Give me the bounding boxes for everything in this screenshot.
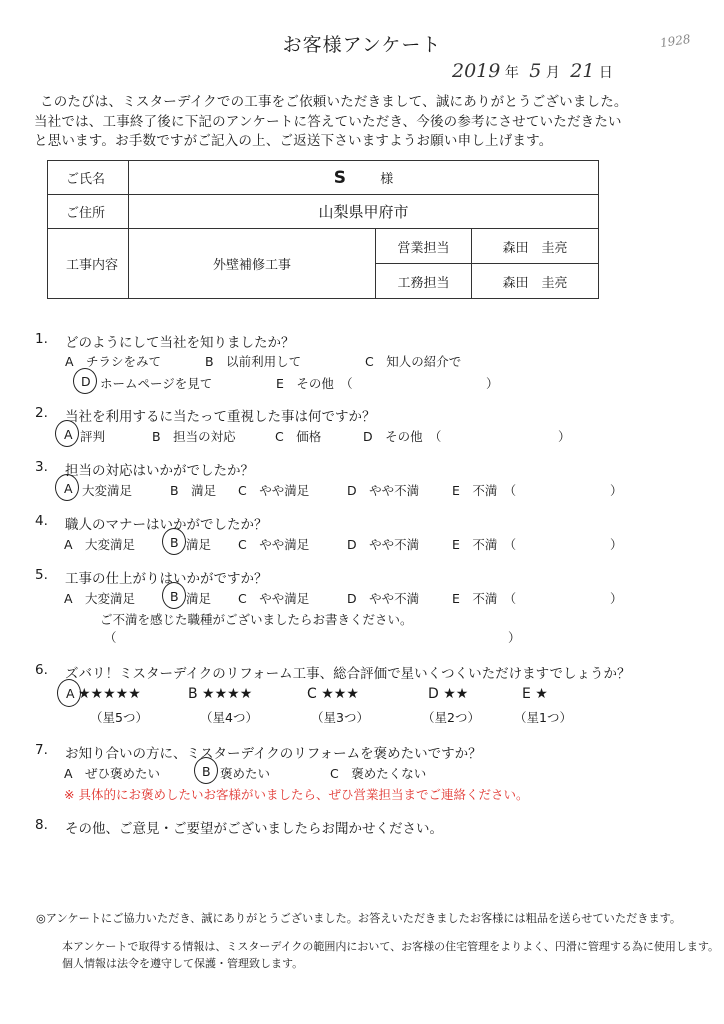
- q3-option-d[interactable]: D やや不満: [347, 483, 420, 498]
- q1-option-d-letter[interactable]: D: [81, 374, 91, 389]
- construction-label: 工務担当: [376, 264, 472, 299]
- q2-option-d-close: ）: [558, 429, 571, 444]
- q6-option-b[interactable]: B ★★★★: [188, 686, 253, 702]
- q4-text: 職人のマナーはいかがでしたか？: [65, 517, 268, 533]
- q6-option-c[interactable]: C ★★★: [307, 686, 359, 702]
- q4-option-b-letter[interactable]: B: [170, 535, 179, 550]
- q7-text: お知り合いの方に、ミスターデイクのリフォームを褒めたいですか？: [65, 746, 482, 762]
- q3-option-c[interactable]: C やや満足: [238, 483, 310, 498]
- q6-option-a-letter[interactable]: A: [66, 686, 75, 701]
- q6-text: ズバリ！ミスターデイクのリフォーム工事、総合評価で星いくつくいただけますでしょうか？: [65, 666, 631, 682]
- q4-option-c[interactable]: C やや満足: [238, 537, 310, 552]
- q7-option-a[interactable]: A ぜひ褒めたい: [64, 766, 161, 781]
- q2-option-b[interactable]: B 担当の対応: [152, 429, 236, 444]
- q2-text: 当社を利用するに当たって重視した事は何ですか？: [65, 409, 376, 425]
- work-value: 外壁補修工事: [129, 229, 376, 299]
- q4-number: 4.: [35, 513, 48, 529]
- stamp-number: 1928: [659, 31, 692, 51]
- q2-option-c[interactable]: C 価格: [275, 429, 322, 444]
- q7-option-b-letter[interactable]: B: [202, 764, 211, 779]
- q2-selected-circle: [55, 420, 79, 447]
- q3-option-e-close: ）: [610, 483, 623, 498]
- q5-number: 5.: [35, 567, 48, 583]
- q3-option-e[interactable]: E 不満 （: [452, 483, 517, 498]
- name-label: ご氏名: [48, 161, 129, 195]
- date-field: [452, 60, 613, 82]
- q3-text: 担当の対応はいかがでしたか？: [65, 463, 254, 479]
- q2-option-a-label: 評判: [80, 429, 106, 444]
- intro-line-3: と思います。お手数ですがご記入の上、ご返送下さいますようお願い申し上げます。: [34, 133, 553, 149]
- q7-selected-circle: [194, 757, 218, 784]
- construction-value: 森田 圭亮: [472, 264, 599, 299]
- q2-number: 2.: [35, 405, 48, 421]
- q4-option-d[interactable]: D やや不満: [347, 537, 420, 552]
- intro-line-2: 当社では、工事終了後に下記のアンケートに答えていただき、今後の参考にさせていただきたい: [34, 114, 622, 130]
- date-month-unit: 月: [545, 65, 560, 81]
- q1-number: 1.: [35, 331, 48, 347]
- q6-sub-d: （星2つ）: [422, 710, 480, 725]
- footer-thanks: ◎アンケートにご協力いただき、誠にありがとうございました。お答えいただきましたお客様には粗品を送らせていただきます。: [36, 912, 682, 925]
- q4-option-a[interactable]: A 大変満足: [64, 537, 136, 552]
- name-value: S: [333, 167, 347, 188]
- q1-text: どのようにして当社を知りましたか？: [65, 335, 295, 351]
- q1-option-b[interactable]: B 以前利用して: [205, 354, 302, 369]
- name-suffix: 様: [380, 171, 394, 187]
- date-day-unit: 日: [598, 65, 613, 81]
- date-day: 21: [570, 60, 595, 82]
- q7-note: ※ 具体的にお褒めしたいお客様がいましたら、ぜひ営業担当までご連絡ください。: [64, 787, 529, 802]
- q5-sub-close: ）: [508, 630, 521, 645]
- q5-option-d[interactable]: D やや不満: [347, 591, 420, 606]
- q6-number: 6.: [35, 662, 48, 678]
- q6-option-e[interactable]: E ★: [522, 686, 548, 702]
- q6-option-d[interactable]: D ★★: [428, 686, 469, 702]
- q5-text: 工事の仕上がりはいかがですか？: [65, 571, 268, 587]
- q6-sub-a: （星5つ）: [90, 710, 148, 725]
- date-year: 2019: [452, 60, 501, 82]
- q6-sub-e: （星1つ）: [514, 710, 572, 725]
- q5-option-b-label: 満足: [186, 591, 212, 606]
- q5-option-e-close: ）: [610, 591, 623, 606]
- footer-privacy-2: 個人情報は法令を遵守して保護・管理致します。: [62, 957, 304, 970]
- q1-option-c[interactable]: C 知人の紹介で: [365, 354, 462, 369]
- q5-option-e[interactable]: E 不満 （: [452, 591, 517, 606]
- q4-option-b-label: 満足: [186, 537, 212, 552]
- date-month: 5: [529, 60, 542, 82]
- q1-option-d-label: ホームページを見て: [100, 376, 213, 391]
- q2-option-a-letter[interactable]: A: [64, 427, 73, 442]
- q1-option-a[interactable]: A チラシをみて: [65, 354, 162, 369]
- q4-selected-circle: [162, 528, 186, 555]
- intro-line-1: このたびは、ミスターデイクでの工事をご依頼いただきまして、誠にありがとうございました。: [40, 94, 628, 110]
- footer-privacy-1: 本アンケートで取得する情報は、ミスターデイクの範囲内において、お客様の住宅管理をよりよく、円滑に管理する為に使用します。: [62, 940, 720, 953]
- q1-selected-circle: [73, 368, 97, 394]
- q7-number: 7.: [35, 742, 48, 758]
- q5-option-c[interactable]: C やや満足: [238, 591, 310, 606]
- q5-option-a[interactable]: A 大変満足: [64, 591, 136, 606]
- q3-option-b[interactable]: B 満足: [170, 483, 217, 498]
- q4-option-e[interactable]: E 不満 （: [452, 537, 517, 552]
- q7-option-b-label: 褒めたい: [220, 766, 271, 781]
- q4-option-e-close: ）: [610, 537, 623, 552]
- q6-sub-b: （星4つ）: [200, 710, 258, 725]
- q3-option-a-letter[interactable]: A: [64, 481, 73, 496]
- sales-value: 森田 圭亮: [472, 229, 599, 264]
- q8-text: その他、ご意見・ご要望がございましたらお聞かせください。: [65, 821, 443, 837]
- q2-option-d[interactable]: D その他 （: [363, 429, 442, 444]
- q3-selected-circle: [55, 474, 79, 501]
- q3-option-a-label: 大変満足: [82, 483, 133, 498]
- customer-info-table: [47, 160, 599, 299]
- address-value: 山梨県甲府市: [129, 195, 599, 229]
- q8-number: 8.: [35, 817, 48, 833]
- q5-selected-circle: [162, 582, 186, 609]
- q5-sub-prompt: ご不満を感じた職種がございましたらお書きください。: [100, 612, 413, 627]
- sales-label: 営業担当: [376, 229, 472, 264]
- q1-option-e[interactable]: E その他 （: [276, 376, 353, 391]
- q7-option-c[interactable]: C 褒めたくない: [330, 766, 427, 781]
- q6-option-a-stars: ★★★★★: [78, 686, 141, 702]
- page-title: お客様アンケート: [282, 34, 442, 56]
- work-label: 工事内容: [48, 229, 129, 299]
- q6-sub-c: （星3つ）: [311, 710, 369, 725]
- date-year-unit: 年: [504, 65, 519, 81]
- address-label: ご住所: [48, 195, 129, 229]
- q3-number: 3.: [35, 459, 48, 475]
- q5-option-b-letter[interactable]: B: [170, 589, 179, 604]
- q1-option-e-close: ）: [486, 376, 499, 391]
- name-cell: [129, 161, 599, 195]
- q5-sub-open[interactable]: （: [104, 630, 117, 645]
